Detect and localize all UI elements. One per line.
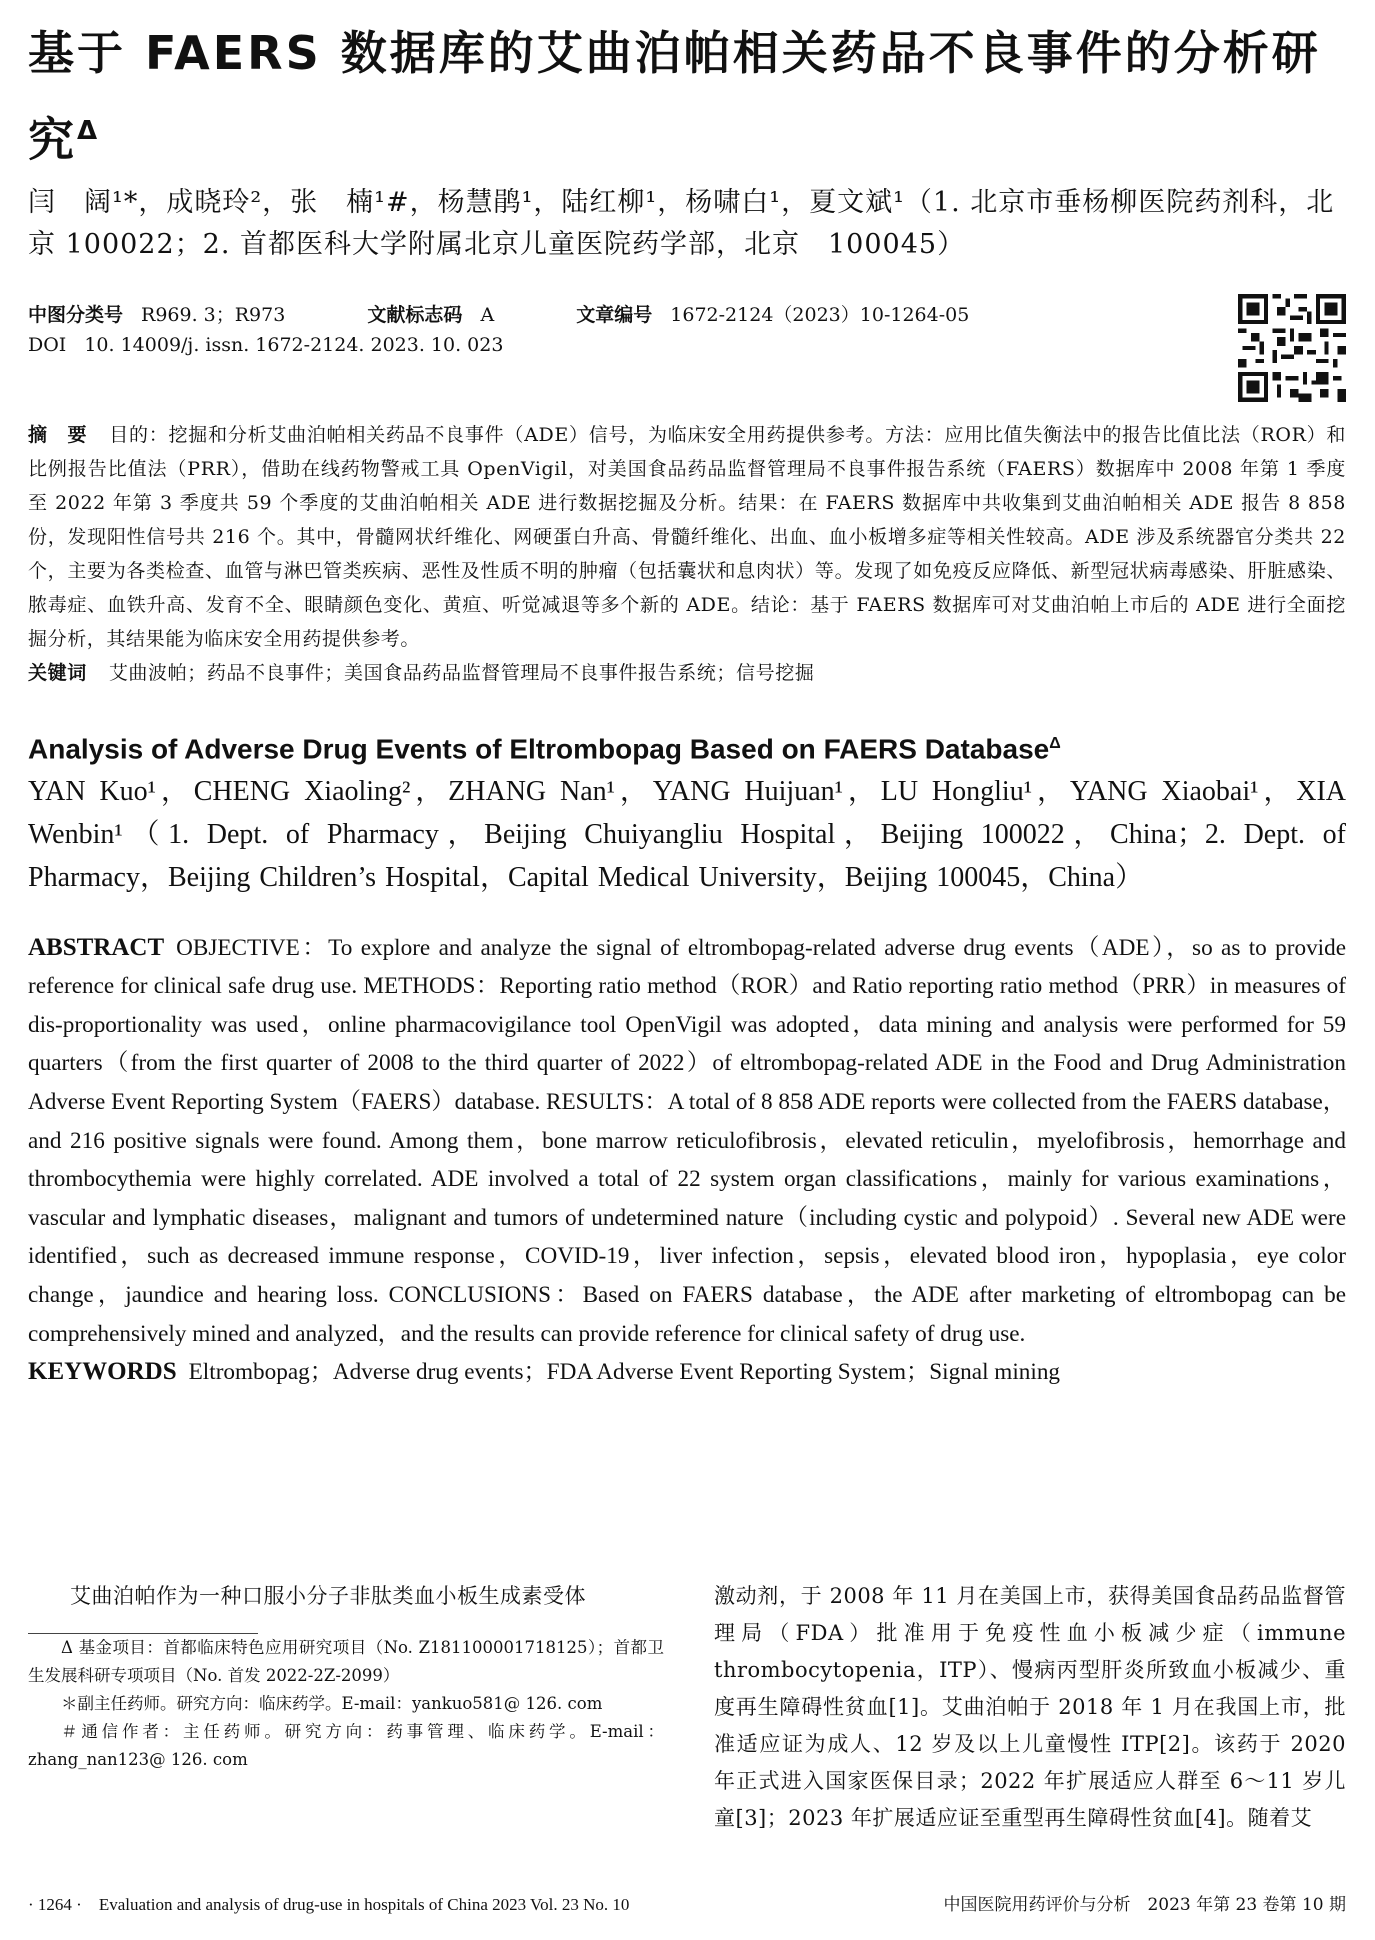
clc-value: R969. 3；R973 — [141, 304, 286, 327]
doi-value[interactable]: 10. 14009/j. issn. 1672-2124. 2023. 10. 023 — [84, 334, 504, 357]
chinese-abstract-text: 目的：挖掘和分析艾曲泊帕相关药品不良事件（ADE）信号，为临床安全用药提供参考。方法：应用比值失衡法中的报告比值比法（ROR）和比例报告比值法（PRR），借助在线药物警戒工具 OpenVigil，对美国食品药品监督管理局不良事件报告系统（FAERS）数据库中 2008 年第 1 季度至 2022 年第 3 季度共 59 个季度的艾曲泊帕相关 ADE 进行数据挖掘及分析。结果：在 FAERS 数据库中共收集到艾曲泊帕相关 ADE 报告 8 858 份，发现阳性信号共 216 个。其中，骨髓网状纤维化、网硬蛋白升高、骨髓纤维化、出血、血小板增多症等相关性较高。ADE 涉及系统器官分类共 22 个，主要为各类检查、血管与淋巴管类疾病、恶性及性质不明的肿瘤（包括囊状和息肉状）等。发现了如免疫反应降低、新型冠状病毒感染、肝脏感染、脓毒症、血铁升高、发育不全、眼睛颜色变化、黄疸、听觉减退等多个新的 ADE。结论：基于 FAERS 数据库可对艾曲泊帕上市后的 ADE 进行全面挖掘分析，其结果能为临床安全用药提供参考。 — [28, 424, 1346, 651]
article-front-page — [28, 14, 1346, 1392]
chinese-title-text: 基于 FAERS 数据库的艾曲泊帕相关药品不良事件的分析研究 — [28, 26, 1321, 167]
corresponding-author-footnote: ＃通信作者：主任药师。研究方向：药事管理、临床药学。E-mail：zhang_nan123@ 126. com — [28, 1722, 664, 1769]
footer-journal-en: · 1264 · Evaluation and analysis of drug-use in hospitals of China 2023 Vol. 23 No. 10 — [28, 1895, 630, 1914]
english-abstract — [28, 929, 1346, 1392]
chinese-authors-affiliations: 闫 阔¹*，成晓玲²，张 楠¹#，杨慧鹃¹，陆红柳¹，杨啸白¹，夏文斌¹（1. 北京市垂杨柳医院药剂科，北京 100022；2. 首都医科大学附属北京儿童医院药学部，北京 100045） — [28, 187, 1335, 261]
article-metadata — [28, 300, 1346, 410]
english-keywords — [28, 1353, 1346, 1392]
fund-mark: Δ — [77, 116, 101, 146]
intro-paragraph-start: 艾曲泊帕作为一种口服小分子非肽类血小板生成素受体 — [70, 1584, 586, 1608]
body-columns — [28, 1578, 1346, 1868]
doc-code-label: 文献标志码 — [367, 304, 463, 327]
intro-paragraph-continued: 激动剂，于 2008 年 11 月在美国上市，获得美国食品药品监督管理局（FDA）批准用于免疫性血小板减少症（immune thrombocytopenia，ITP）、慢病丙型肝炎所致血小板减少、重度再生障碍性贫血[1]。艾曲泊帕于 2018 年 1 月在我国上市，批准适应证为成人、12 岁及以上儿童慢性 ITP[2]。该药于 2020 年正式进入国家医保目录；2022 年扩展适应人群至 6～11 岁儿童[3]；2023 年扩展适应证至重型再生障碍性贫血[4]。随着艾 — [714, 1584, 1346, 1830]
english-title-text: Analysis of Adverse Drug Events of Eltrombopag Based on FAERS Database — [28, 733, 1050, 765]
chinese-abstract-body — [28, 418, 1346, 656]
chinese-keywords-text: 艾曲波帕；药品不良事件；美国食品药品监督管理局不良事件报告系统；信号挖掘 — [108, 662, 815, 685]
chinese-title — [28, 14, 1346, 178]
qr-code-icon[interactable] — [1238, 294, 1346, 402]
doi-row — [28, 334, 503, 356]
chinese-abstract — [28, 418, 1346, 690]
english-keywords-text: Eltrombopag；Adverse drug events；FDA Adverse Event Reporting System；Signal mining — [188, 1359, 1061, 1386]
footer-journal-cn: 中国医院用药评价与分析 2023 年第 23 卷第 10 期 — [943, 1895, 1346, 1915]
english-title — [28, 724, 1346, 769]
doi-label: DOI — [28, 334, 67, 357]
english-authors-affiliations: YAN Kuo¹，CHENG Xiaoling²，ZHANG Nan¹，YANG Huijuan¹，LU Hongliu¹，YANG Xiaobai¹，XIA Wenbin¹（1. Dept. of Pharmacy，Beijing Chuiyangliu Hospital，Beijing 100022，China；2. Dept. of Pharmacy，Beijing Children’s Hospital，Capital Medical University，Beijing 100045，China） — [28, 775, 1346, 893]
left-column — [28, 1578, 664, 1774]
footnotes — [28, 1634, 664, 1774]
article-number-value: 1672-2124（2023）10-1264-05 — [670, 304, 970, 327]
english-abstract-body — [28, 929, 1346, 1354]
english-keywords-label: KEYWORDS — [28, 1358, 177, 1386]
chinese-keywords-label: 关键词 — [28, 662, 87, 685]
fund-footnote: Δ 基金项目：首都临床特色应用研究项目（No. Z181100001718125）；首都卫生发展科研专项项目（No. 首发 2022-2Z-2099） — [28, 1638, 664, 1685]
first-author-footnote: ＊副主任药师。研究方向：临床药学。E-mail：yankuo581@ 126. com — [61, 1694, 603, 1713]
chinese-keywords — [28, 656, 1346, 690]
right-column — [714, 1578, 1346, 1837]
english-abstract-text: OBJECTIVE：To explore and analyze the signal of eltrombopag-related adverse drug events（ADE），so as to provide reference for clinical safe drug use. METHODS：Reporting ratio method（ROR）and Ratio reporting ratio method（PRR）in measures of dis-proportionality was used，online pharmacovigilance tool OpenVigil was adopted，data mining and analysis were performed for 59 quarters（from the first quarter of 2008 to the third quarter of 2022）of eltrombopag-related ADE in the Food and Drug Administration Adverse Event Reporting System（FAERS）database. RESULTS：A total of 8 858 ADE reports were collected from the FAERS database，and 216 positive signals were found. Among them，bone marrow reticulofibrosis，elevated reticulin，myelofibrosis，hemorrhage and thrombocythemia were highly correlated. ADE involved a total of 22 system organ classifications，mainly for various examinations，vascular and lymphatic diseases，malignant and tumors of undetermined nature（including cystic and polypoid）. Several new ADE were identified，such as decreased immune response，COVID-19，liver infection，sepsis，elevated blood iron，hypoplasia，eye color change，jaundice and hearing loss. CONCLUSIONS：Based on FAERS database，the ADE after marketing of eltrombopag can be comprehensively mined and analyzed，and the results can provide reference for clinical safety of drug use. — [28, 934, 1346, 1347]
chinese-abstract-label: 摘 要 — [28, 424, 88, 447]
clc-label: 中图分类号 — [28, 304, 124, 327]
classification-row — [28, 300, 969, 327]
article-number-label: 文章编号 — [576, 304, 653, 327]
english-fund-mark: Δ — [1049, 735, 1061, 753]
english-abstract-label: ABSTRACT — [28, 933, 165, 961]
doc-code-value: A — [480, 304, 495, 327]
